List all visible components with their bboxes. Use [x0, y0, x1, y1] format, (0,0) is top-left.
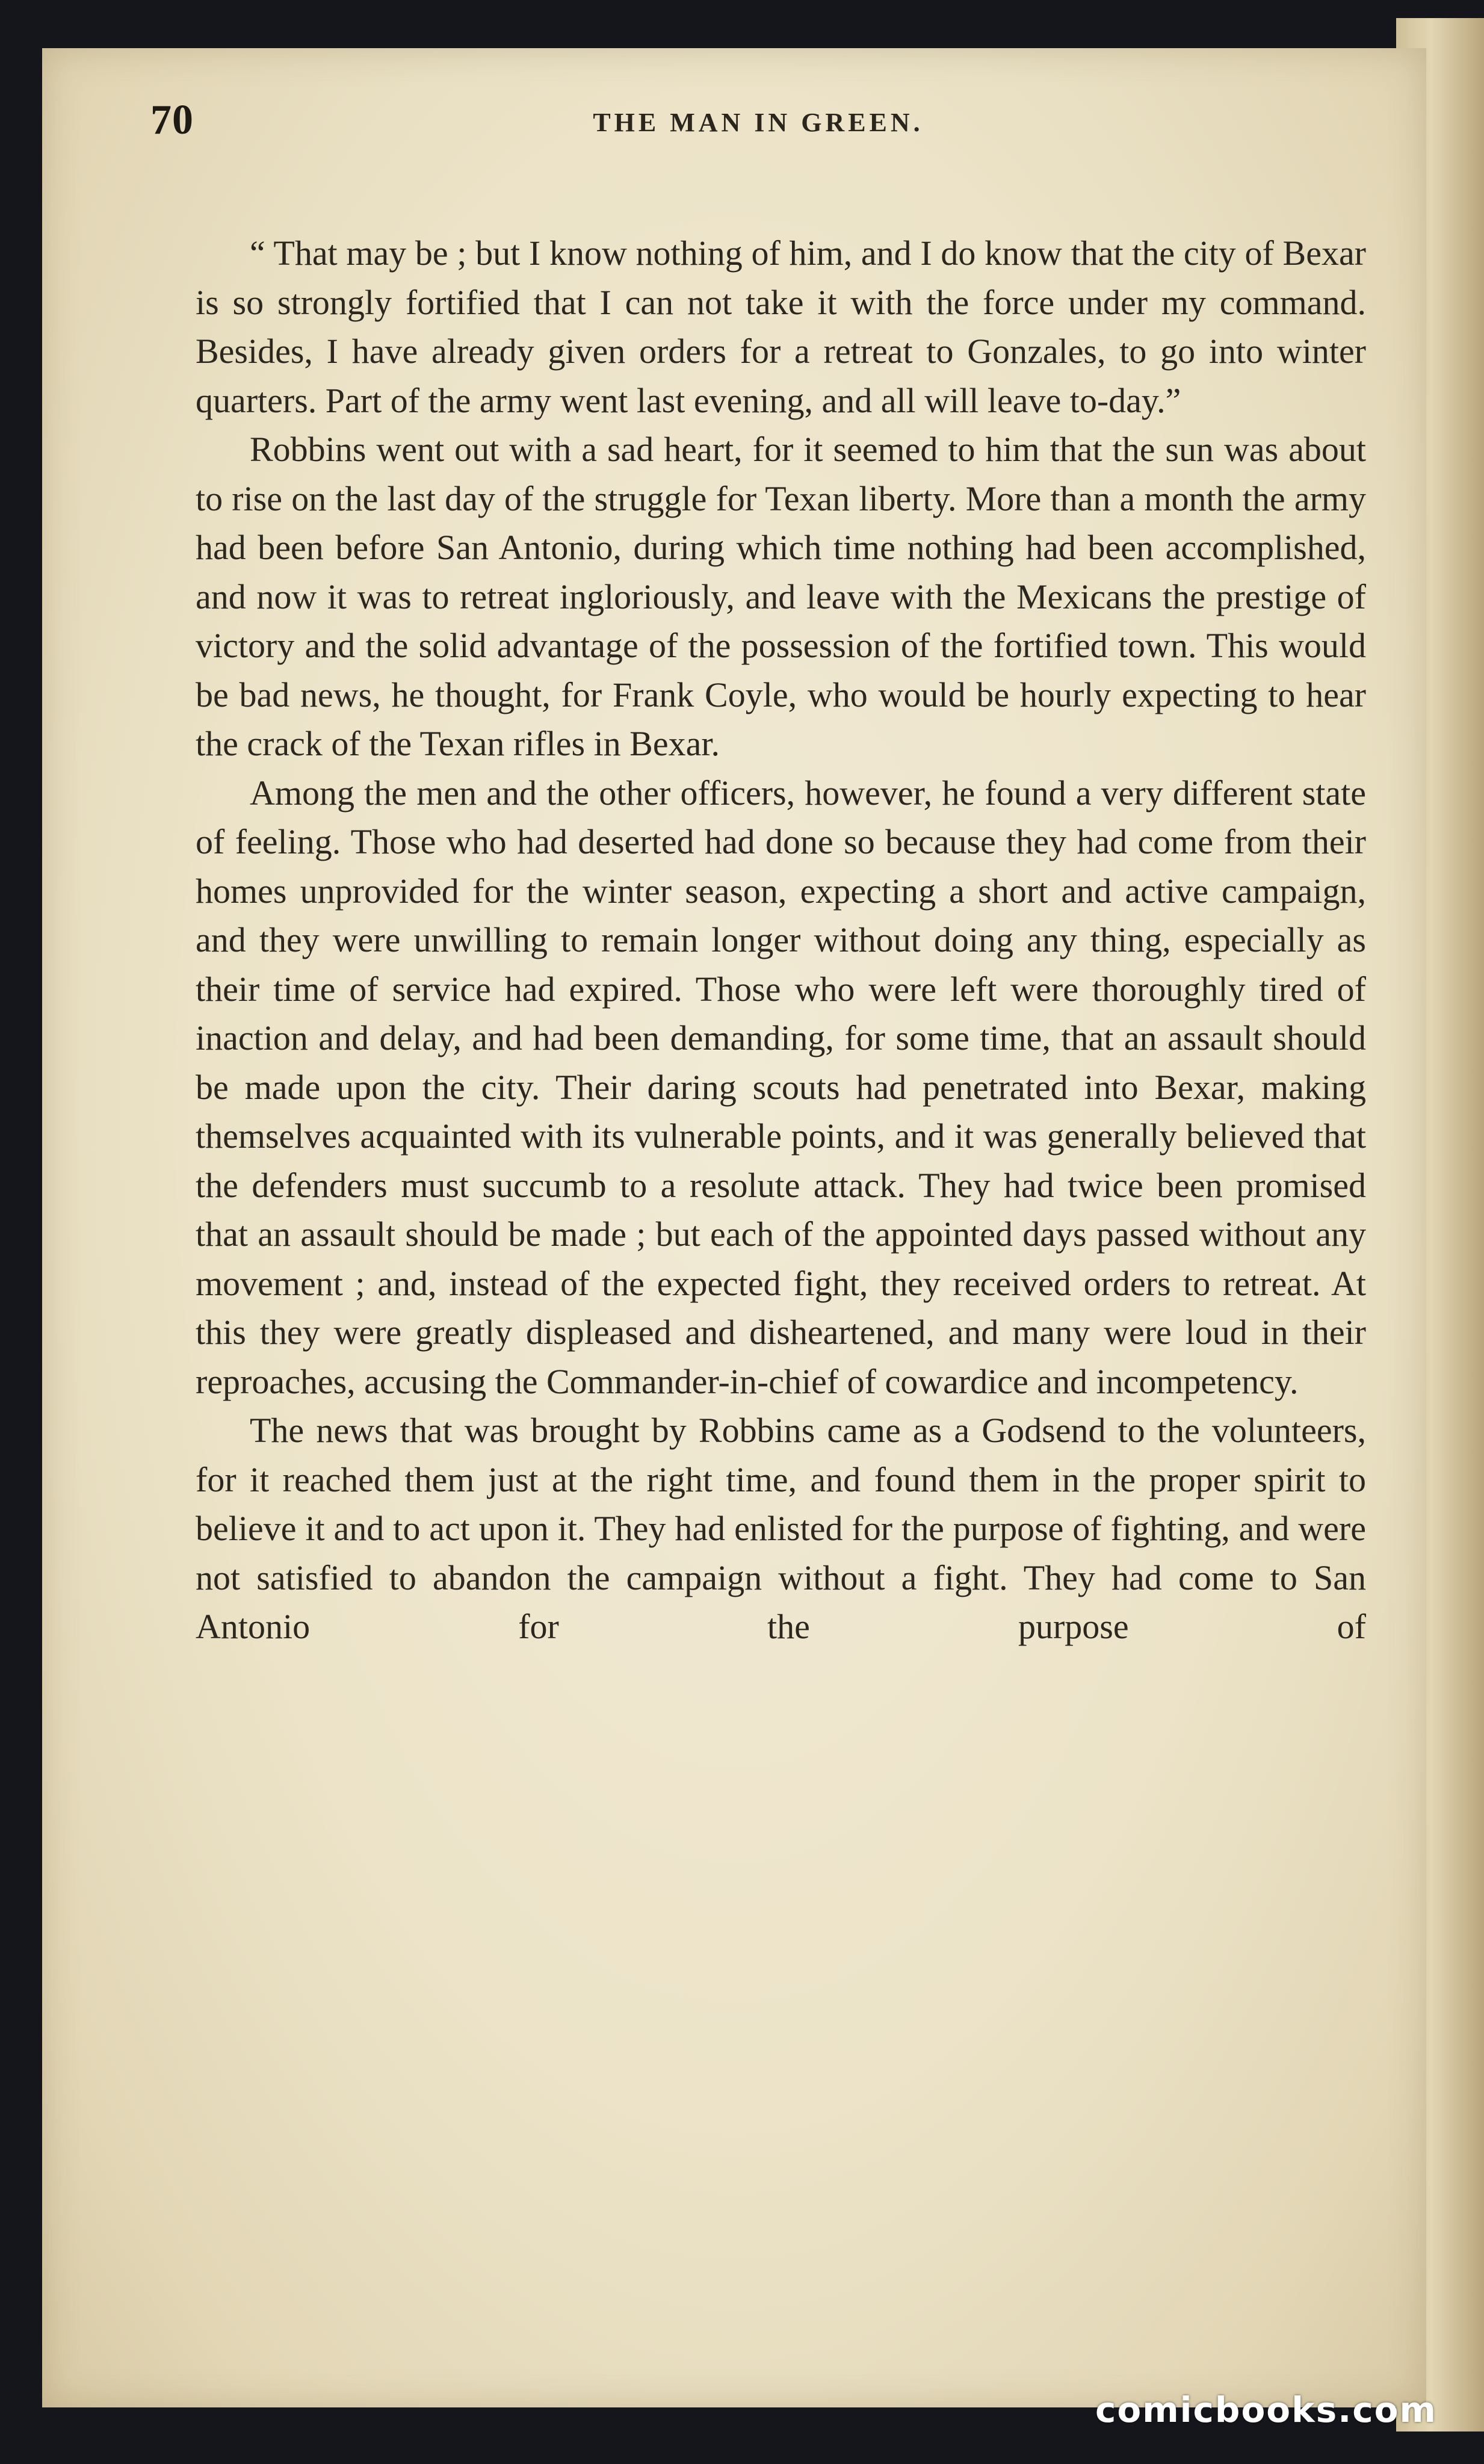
- body-text: [196, 229, 1366, 1651]
- page-number: 70: [150, 97, 194, 143]
- paragraph: The news that was brought by Robbins came as a Godsend to the volunteers, for it reached them just at the right time, and found them in the proper spirit to believe it and to act upon it. They had enlisted for the purpose of fighting, and were not satisfied to abandon the campaign without a fight. They had come to San Antonio for the purpose of: [196, 1411, 1366, 1646]
- watermark: comicbooks.com: [1095, 2389, 1437, 2430]
- page-header: [150, 96, 1366, 163]
- paragraph: Robbins went out with a sad heart, for it seemed to him that the sun was about to rise on the last day of the struggle for Texan liberty. More than a month the army had been before San Antonio, during which time nothing had been accomplished, and now it was to retreat ingloriously, and leave with the Mexicans the prestige of victory and the solid advantage of the possession of the fortified town. This would be bad news, he thought, for Frank Coyle, who would be hourly expecting to hear the crack of the Texan rifles in Bexar.: [196, 430, 1366, 763]
- running-head: THE MAN IN GREEN.: [593, 108, 924, 137]
- paragraph: “ That may be ; but I know nothing of him, and I do know that the city of Bexar is so strongly fortified that I can not take it with the force under my command. Besides, I have already given orders for a retreat to Gonzales, to go into winter quarters. Part of the army went last evening, and all will leave to-day.”: [196, 234, 1366, 420]
- paragraph: Among the men and the other officers, however, he found a very different state of feeling. Those who had deserted had done so because they had come from their homes unprovided for the winter season, expecting a short and active campaign, and they were unwilling to remain longer without doing any thing, especially as their time of service had expired. Those who were left were thoroughly tired of inaction and delay, and had been demanding, for some time, that an assault should be made upon the city. Their daring scouts had penetrated into Bexar, making themselves acquainted with its vulnerable points, and it was generally believed that the defenders must succumb to a resolute attack. They had twice been promised that an assault should be made ; but each of the appointed days passed without any movement ; and, instead of the expected fight, they received orders to retreat. At this they were greatly displeased and disheartened, and many were loud in their reproaches, accusing the Commander-in-chief of cowardice and incompetency.: [196, 773, 1366, 1401]
